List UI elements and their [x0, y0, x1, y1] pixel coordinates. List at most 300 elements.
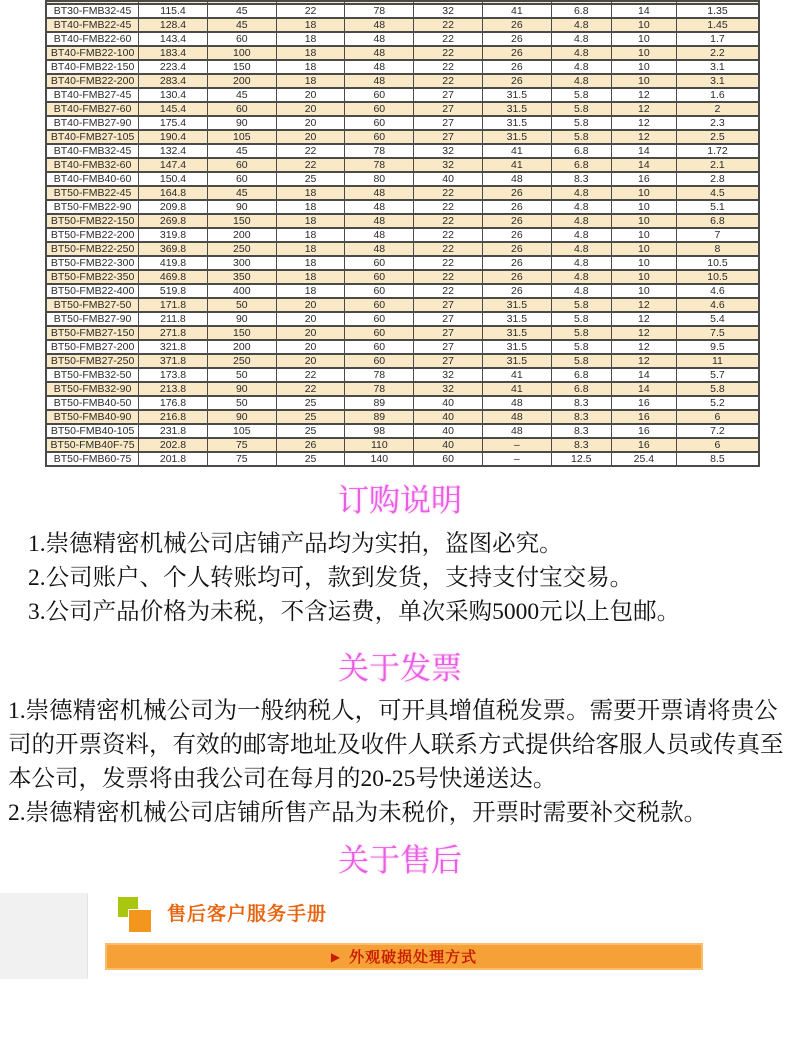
table-cell: 150 — [207, 60, 276, 74]
table-cell: 1.72 — [676, 144, 759, 158]
table-cell: BT50-FMB27-90 — [46, 312, 139, 326]
table-cell: 250 — [207, 242, 276, 256]
table-cell: 147.4 — [139, 158, 208, 172]
table-cell: 50 — [207, 396, 276, 410]
table-cell: 201.8 — [139, 452, 208, 466]
table-row — [46, 88, 759, 102]
table-row — [46, 424, 759, 438]
table-cell: 20 — [276, 340, 345, 354]
table-row — [46, 312, 759, 326]
table-row — [46, 4, 759, 18]
table-cell: 12.5 — [551, 452, 611, 466]
table-cell: BT50-FMB27-150 — [46, 326, 139, 340]
table-cell: 60 — [345, 256, 414, 270]
table-cell: BT50-FMB22-350 — [46, 270, 139, 284]
table-cell: – — [482, 438, 551, 452]
table-cell: 31.5 — [482, 116, 551, 130]
table-cell: 6 — [676, 410, 759, 424]
order-notes-title: 订购说明 — [338, 483, 462, 518]
damage-handling-banner — [105, 943, 703, 970]
table-cell: 6.8 — [551, 4, 611, 18]
table-cell: BT50-FMB22-400 — [46, 284, 139, 298]
table-row — [46, 270, 759, 284]
order-note-item: 1.崇德精密机械公司店铺产品均为实拍，盗图必究。 — [28, 531, 563, 557]
table-cell: 1.6 — [676, 88, 759, 102]
table-cell: 5.8 — [551, 312, 611, 326]
table-cell: 12 — [611, 326, 676, 340]
table-cell: 27 — [414, 312, 483, 326]
table-cell: 10 — [611, 242, 676, 256]
table-cell: 100 — [207, 46, 276, 60]
table-cell: 5.2 — [676, 396, 759, 410]
table-cell: 60 — [207, 102, 276, 116]
table-cell: 150 — [207, 214, 276, 228]
table-cell: 90 — [207, 116, 276, 130]
table-cell: 12 — [611, 102, 676, 116]
table-row — [46, 438, 759, 452]
table-cell: 60 — [414, 452, 483, 466]
table-cell: 6.8 — [551, 144, 611, 158]
table-cell: 7.2 — [676, 424, 759, 438]
invoice-list — [8, 694, 794, 830]
table-cell: 283.4 — [139, 74, 208, 88]
table-cell: 50 — [207, 368, 276, 382]
table-cell: 48 — [345, 200, 414, 214]
table-cell: 32 — [414, 368, 483, 382]
table-cell: BT50-FMB32-50 — [46, 368, 139, 382]
table-cell: 32 — [414, 158, 483, 172]
table-cell: 4.8 — [551, 228, 611, 242]
table-cell: 5.8 — [551, 130, 611, 144]
invoice-note-item: 1.崇德精密机械公司为一般纳税人，可开具增值税发票。需要开票请将贵公司的开票资料，有效的邮寄地址及收件人联系方式提供给客服人员或传真至本公司，发票将由我公司在每月的20-25号快递送达。 — [8, 698, 784, 792]
table-cell: 8.3 — [551, 410, 611, 424]
table-cell: 32 — [414, 144, 483, 158]
table-cell: 164.8 — [139, 186, 208, 200]
table-cell: 60 — [345, 102, 414, 116]
table-cell: 27 — [414, 340, 483, 354]
table-cell: BT40-FMB27-90 — [46, 116, 139, 130]
table-cell: 22 — [414, 46, 483, 60]
table-cell: 1.35 — [676, 4, 759, 18]
table-cell: BT40-FMB40-60 — [46, 172, 139, 186]
table-cell: 469.8 — [139, 270, 208, 284]
table-cell: 22 — [414, 74, 483, 88]
table-cell: 41 — [482, 368, 551, 382]
table-cell: 371.8 — [139, 354, 208, 368]
table-cell: 41 — [482, 158, 551, 172]
table-cell: 75 — [207, 438, 276, 452]
table-cell: BT40-FMB32-60 — [46, 158, 139, 172]
table-cell: 31.5 — [482, 88, 551, 102]
table-cell: 250 — [207, 354, 276, 368]
table-row — [46, 256, 759, 270]
table-cell: 171.8 — [139, 298, 208, 312]
order-notes-list — [28, 528, 780, 629]
table-cell: 128.4 — [139, 18, 208, 32]
table-cell: 27 — [414, 326, 483, 340]
table-cell: 98 — [345, 424, 414, 438]
table-cell: 419.8 — [139, 256, 208, 270]
table-row — [46, 60, 759, 74]
table-cell: 5.8 — [551, 116, 611, 130]
table-cell: BT40-FMB22-200 — [46, 74, 139, 88]
table-cell: 2.3 — [676, 116, 759, 130]
table-cell: 18 — [276, 60, 345, 74]
table-row — [46, 102, 759, 116]
table-cell: 10 — [611, 46, 676, 60]
table-cell: 350 — [207, 270, 276, 284]
table-cell: 22 — [414, 186, 483, 200]
table-cell: 5.8 — [676, 382, 759, 396]
table-cell: 26 — [482, 228, 551, 242]
table-cell: 89 — [345, 410, 414, 424]
table-cell: BT50-FMB27-250 — [46, 354, 139, 368]
table-cell: 40 — [414, 410, 483, 424]
table-cell: 6 — [676, 438, 759, 452]
table-cell: 200 — [207, 340, 276, 354]
table-cell: 18 — [276, 200, 345, 214]
table-cell: 105 — [207, 424, 276, 438]
table-cell: BT50-FMB22-90 — [46, 200, 139, 214]
table-cell: 31.5 — [482, 326, 551, 340]
table-cell: 173.8 — [139, 368, 208, 382]
table-cell: BT40-FMB22-60 — [46, 32, 139, 46]
table-cell: 45 — [207, 18, 276, 32]
table-row — [46, 74, 759, 88]
table-cell: 26 — [482, 46, 551, 60]
table-cell: 45 — [207, 4, 276, 18]
table-cell: 26 — [482, 284, 551, 298]
table-cell: 3.1 — [676, 74, 759, 88]
aftersale-card-area — [0, 891, 800, 979]
table-cell: 31.5 — [482, 298, 551, 312]
table-cell: 6.8 — [676, 214, 759, 228]
table-cell: 50 — [207, 298, 276, 312]
table-cell: 90 — [207, 382, 276, 396]
table-cell: – — [482, 452, 551, 466]
table-row — [46, 410, 759, 424]
table-cell: 31.5 — [482, 102, 551, 116]
table-cell: 27 — [414, 298, 483, 312]
invoice-note-item: 2.崇德精密机械公司店铺所售产品为未税价，开票时需要补交税款。 — [8, 800, 708, 826]
table-cell: 31.5 — [482, 354, 551, 368]
table-cell: 48 — [345, 186, 414, 200]
table-cell: 1.7 — [676, 32, 759, 46]
banner-label: 外观破损处理方式 — [349, 949, 478, 966]
table-cell: BT50-FMB22-150 — [46, 214, 139, 228]
table-cell: 369.8 — [139, 242, 208, 256]
table-cell: 132.4 — [139, 144, 208, 158]
aftersale-card — [88, 891, 800, 979]
table-cell: 150 — [207, 326, 276, 340]
table-cell: 211.8 — [139, 312, 208, 326]
table-cell: 78 — [345, 158, 414, 172]
table-cell: 223.4 — [139, 60, 208, 74]
table-cell: 9.5 — [676, 340, 759, 354]
table-cell: 12 — [611, 354, 676, 368]
table-cell: 4.8 — [551, 186, 611, 200]
table-cell: 90 — [207, 312, 276, 326]
table-cell: 22 — [414, 284, 483, 298]
table-cell: 60 — [345, 130, 414, 144]
table-cell: 130.4 — [139, 88, 208, 102]
table-row — [46, 32, 759, 46]
table-cell: 22 — [414, 18, 483, 32]
table-cell: 41 — [482, 4, 551, 18]
table-cell: 26 — [482, 18, 551, 32]
table-cell: 400 — [207, 284, 276, 298]
table-cell: 200 — [207, 228, 276, 242]
table-cell: 20 — [276, 130, 345, 144]
play-arrow-icon: ▶ — [330, 949, 341, 964]
table-cell: 12 — [611, 130, 676, 144]
table-cell: 14 — [611, 144, 676, 158]
table-cell: 22 — [276, 368, 345, 382]
table-cell: 10 — [611, 214, 676, 228]
table-cell: BT50-FMB27-50 — [46, 298, 139, 312]
table-cell: 10 — [611, 74, 676, 88]
table-cell: 22 — [276, 382, 345, 396]
table-cell: 89 — [345, 396, 414, 410]
table-cell: BT50-FMB40-105 — [46, 424, 139, 438]
table-cell: 40 — [414, 424, 483, 438]
table-cell: 25 — [276, 424, 345, 438]
table-cell: 40 — [414, 396, 483, 410]
table-cell: 8.3 — [551, 424, 611, 438]
table-cell: 6.8 — [551, 368, 611, 382]
table-cell: 12 — [611, 116, 676, 130]
table-cell: 45 — [207, 88, 276, 102]
table-cell: 4.8 — [551, 214, 611, 228]
table-cell: 202.8 — [139, 438, 208, 452]
table-cell: 40 — [414, 172, 483, 186]
manual-title: 售后客户服务手册 — [167, 903, 328, 925]
table-cell: 32 — [414, 382, 483, 396]
table-cell: 8.3 — [551, 396, 611, 410]
table-cell: 16 — [611, 396, 676, 410]
table-cell: 48 — [482, 396, 551, 410]
table-cell: 5.8 — [551, 354, 611, 368]
table-cell: 20 — [276, 102, 345, 116]
table-cell: 26 — [482, 270, 551, 284]
table-cell: 80 — [345, 172, 414, 186]
table-row — [46, 46, 759, 60]
table-cell: 22 — [414, 200, 483, 214]
table-cell: 12 — [611, 88, 676, 102]
table-cell: 5.1 — [676, 200, 759, 214]
table-cell: 60 — [345, 284, 414, 298]
aftersale-title: 关于售后 — [338, 843, 462, 878]
table-cell: 48 — [345, 18, 414, 32]
table-cell: 2.5 — [676, 130, 759, 144]
table-cell: 183.4 — [139, 46, 208, 60]
table-row — [46, 200, 759, 214]
table-cell: 300 — [207, 256, 276, 270]
table-cell: 27 — [414, 88, 483, 102]
table-cell: 48 — [482, 410, 551, 424]
table-cell: 16 — [611, 410, 676, 424]
table-cell: 7 — [676, 228, 759, 242]
table-cell: 26 — [482, 32, 551, 46]
spec-table-section — [0, 0, 800, 467]
table-cell: 10 — [611, 60, 676, 74]
table-row — [46, 396, 759, 410]
table-cell: 22 — [414, 32, 483, 46]
table-cell: 60 — [207, 158, 276, 172]
table-cell: 11 — [676, 354, 759, 368]
table-cell: BT50-FMB22-200 — [46, 228, 139, 242]
table-cell: 6.8 — [551, 158, 611, 172]
table-cell: 26 — [482, 200, 551, 214]
table-cell: 27 — [414, 354, 483, 368]
table-cell: 231.8 — [139, 424, 208, 438]
table-cell: 22 — [414, 256, 483, 270]
table-cell: 60 — [345, 270, 414, 284]
table-cell: 2.2 — [676, 46, 759, 60]
table-cell: 22 — [414, 214, 483, 228]
table-cell: 4.8 — [551, 74, 611, 88]
table-row — [46, 340, 759, 354]
table-cell: BT50-FMB27-200 — [46, 340, 139, 354]
table-cell: 4.8 — [551, 242, 611, 256]
table-cell: 45 — [207, 144, 276, 158]
table-cell: 26 — [482, 214, 551, 228]
table-cell: 60 — [345, 88, 414, 102]
table-cell: 22 — [414, 60, 483, 74]
table-cell: 190.4 — [139, 130, 208, 144]
table-cell: 115.4 — [139, 4, 208, 18]
table-cell: BT50-FMB22-300 — [46, 256, 139, 270]
table-cell: 5.8 — [551, 298, 611, 312]
table-cell: BT40-FMB32-45 — [46, 144, 139, 158]
table-cell: 26 — [482, 60, 551, 74]
table-cell: 18 — [276, 270, 345, 284]
table-cell: 269.8 — [139, 214, 208, 228]
table-cell: 7.5 — [676, 326, 759, 340]
table-cell: 1.45 — [676, 18, 759, 32]
table-cell: 150.4 — [139, 172, 208, 186]
table-cell: 10 — [611, 228, 676, 242]
table-cell: 26 — [482, 74, 551, 88]
table-cell: 75 — [207, 452, 276, 466]
table-cell: 32 — [414, 4, 483, 18]
table-cell: BT50-FMB22-45 — [46, 186, 139, 200]
table-cell: 48 — [482, 424, 551, 438]
table-cell: 519.8 — [139, 284, 208, 298]
manual-header — [118, 897, 327, 933]
table-cell: 143.4 — [139, 32, 208, 46]
table-cell: 10.5 — [676, 256, 759, 270]
table-cell: 18 — [276, 228, 345, 242]
table-cell: 110 — [345, 438, 414, 452]
table-cell: 20 — [276, 312, 345, 326]
table-row — [46, 172, 759, 186]
table-cell: 22 — [414, 228, 483, 242]
table-cell: 48 — [345, 46, 414, 60]
orange-square-icon — [128, 909, 151, 932]
table-cell: 27 — [414, 102, 483, 116]
table-cell: 4.6 — [676, 298, 759, 312]
table-cell: 22 — [276, 158, 345, 172]
table-cell: 10 — [611, 284, 676, 298]
table-cell: 20 — [276, 298, 345, 312]
table-cell: 10 — [611, 186, 676, 200]
table-cell: 41 — [482, 144, 551, 158]
table-cell: 78 — [345, 382, 414, 396]
table-cell: 4.6 — [676, 284, 759, 298]
table-cell: 8.3 — [551, 172, 611, 186]
table-cell: 8.3 — [551, 438, 611, 452]
table-cell: 321.8 — [139, 340, 208, 354]
table-cell: 90 — [207, 200, 276, 214]
table-cell: 22 — [276, 144, 345, 158]
table-cell: 8.5 — [676, 452, 759, 466]
table-cell: 18 — [276, 74, 345, 88]
table-cell: 20 — [276, 354, 345, 368]
table-cell: 16 — [611, 424, 676, 438]
table-cell: 2.8 — [676, 172, 759, 186]
table-cell: 271.8 — [139, 326, 208, 340]
table-cell: BT50-FMB60-75 — [46, 452, 139, 466]
table-cell: 16 — [611, 438, 676, 452]
table-row — [46, 228, 759, 242]
table-row — [46, 130, 759, 144]
table-cell: 60 — [345, 312, 414, 326]
table-cell: BT50-FMB40F-75 — [46, 438, 139, 452]
table-cell: 31.5 — [482, 340, 551, 354]
table-cell: 2.1 — [676, 158, 759, 172]
table-cell: 5.7 — [676, 368, 759, 382]
table-cell: BT40-FMB22-150 — [46, 60, 139, 74]
table-cell: 3.1 — [676, 60, 759, 74]
table-cell: 60 — [345, 354, 414, 368]
table-cell: 209.8 — [139, 200, 208, 214]
table-cell: 25 — [276, 452, 345, 466]
table-cell: 25.4 — [611, 452, 676, 466]
table-row — [46, 214, 759, 228]
table-cell: 18 — [276, 214, 345, 228]
table-cell: 4.8 — [551, 60, 611, 74]
spec-table — [45, 0, 760, 467]
table-cell: 22 — [276, 4, 345, 18]
table-row — [46, 186, 759, 200]
table-cell: 31.5 — [482, 130, 551, 144]
table-cell: 60 — [345, 340, 414, 354]
table-cell: 6.8 — [551, 382, 611, 396]
table-cell: 4.5 — [676, 186, 759, 200]
table-cell: 2 — [676, 102, 759, 116]
table-cell: 12 — [611, 298, 676, 312]
table-cell: 12 — [611, 340, 676, 354]
table-cell: 176.8 — [139, 396, 208, 410]
table-cell: 18 — [276, 284, 345, 298]
table-cell: BT40-FMB27-45 — [46, 88, 139, 102]
table-cell: 26 — [482, 186, 551, 200]
table-cell: 14 — [611, 368, 676, 382]
table-cell: 60 — [207, 172, 276, 186]
table-row — [46, 382, 759, 396]
table-cell: 20 — [276, 88, 345, 102]
table-cell: 78 — [345, 4, 414, 18]
table-cell: 140 — [345, 452, 414, 466]
table-cell: 60 — [345, 298, 414, 312]
table-cell: 26 — [482, 256, 551, 270]
table-cell: 48 — [345, 32, 414, 46]
table-cell: 60 — [207, 32, 276, 46]
table-cell: 22 — [414, 242, 483, 256]
table-cell: 4.8 — [551, 270, 611, 284]
table-row — [46, 298, 759, 312]
